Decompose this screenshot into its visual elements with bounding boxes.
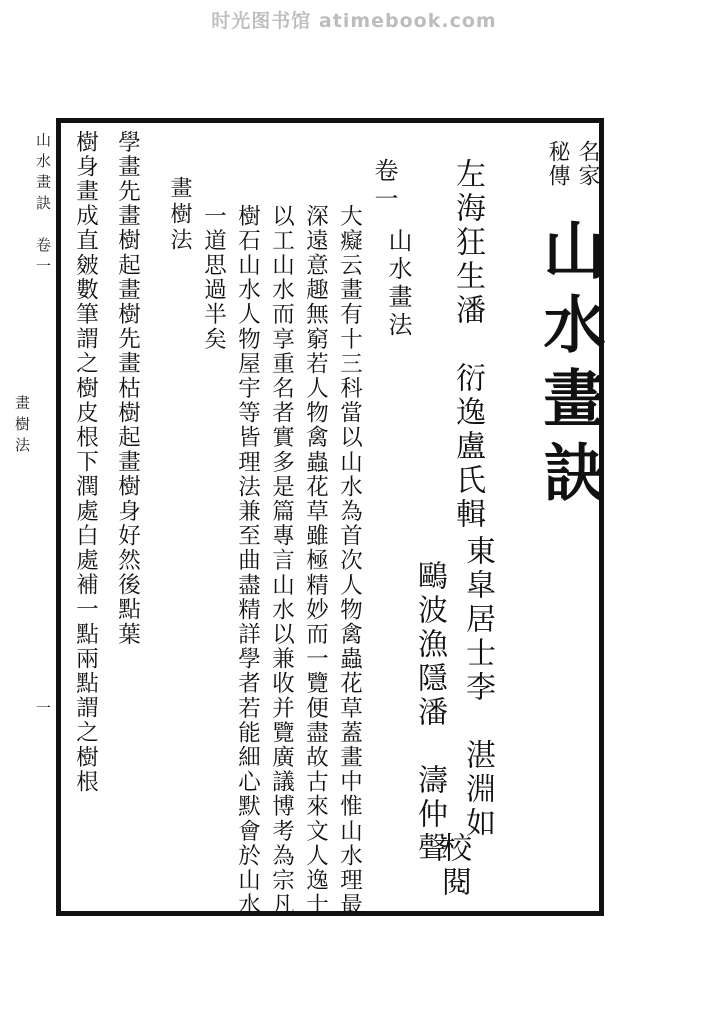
proof-label: 校閱 [436,832,471,900]
title-prefix-top: 名家 [575,140,600,188]
margin-chapter-title: 畫樹法 [13,395,31,458]
section-title: 山水畫法 [384,228,412,340]
proofreader-one: 東皐居士李 湛淵如 [460,535,495,841]
margin-book-title: 山水畫訣 卷一 [34,132,52,279]
body-column-3: 以工山水而享重名者實多是篇專言山水以兼收并覽廣議博考為宗凡 [268,204,295,918]
compiler-credit: 左海狂生潘 衍逸盧氏輯 [450,158,485,532]
subsection-column-2: 樹身畫成直皴數筆謂之樹皮根下潤處白處補一點兩點謂之樹根 [72,130,99,795]
proofreader-two: 鷗波漁隱潘 濤仲聲 [412,560,447,866]
margin-page-number: 一 [34,700,52,721]
subsection-title: 畫樹法 [167,176,192,254]
book-title: 山水畫訣 [533,218,606,514]
volume-label: 卷一 [370,158,398,214]
title-prefix-bottom: 秘傳 [545,140,570,188]
body-column-4: 樹石山水人物屋宇等皆理法兼至曲盡精詳學者若能細心默會於山水 [234,204,261,918]
body-column-1: 大癡云畫有十三科當以山水為首次人物禽蟲花草蓋畫中惟山水理最 [336,204,363,918]
watermark-text: 时光图书馆 atimebook.com [211,10,497,32]
body-column-2: 深遠意趣無窮若人物禽蟲花草雖極精妙而一覽便盡故古來文人逸士 [302,204,329,918]
body-column-5: 一道思過半矣 [200,204,227,352]
subsection-column-1: 學畫先畫樹起畫樹先畫枯樹起畫樹身好然後點葉 [114,130,141,647]
